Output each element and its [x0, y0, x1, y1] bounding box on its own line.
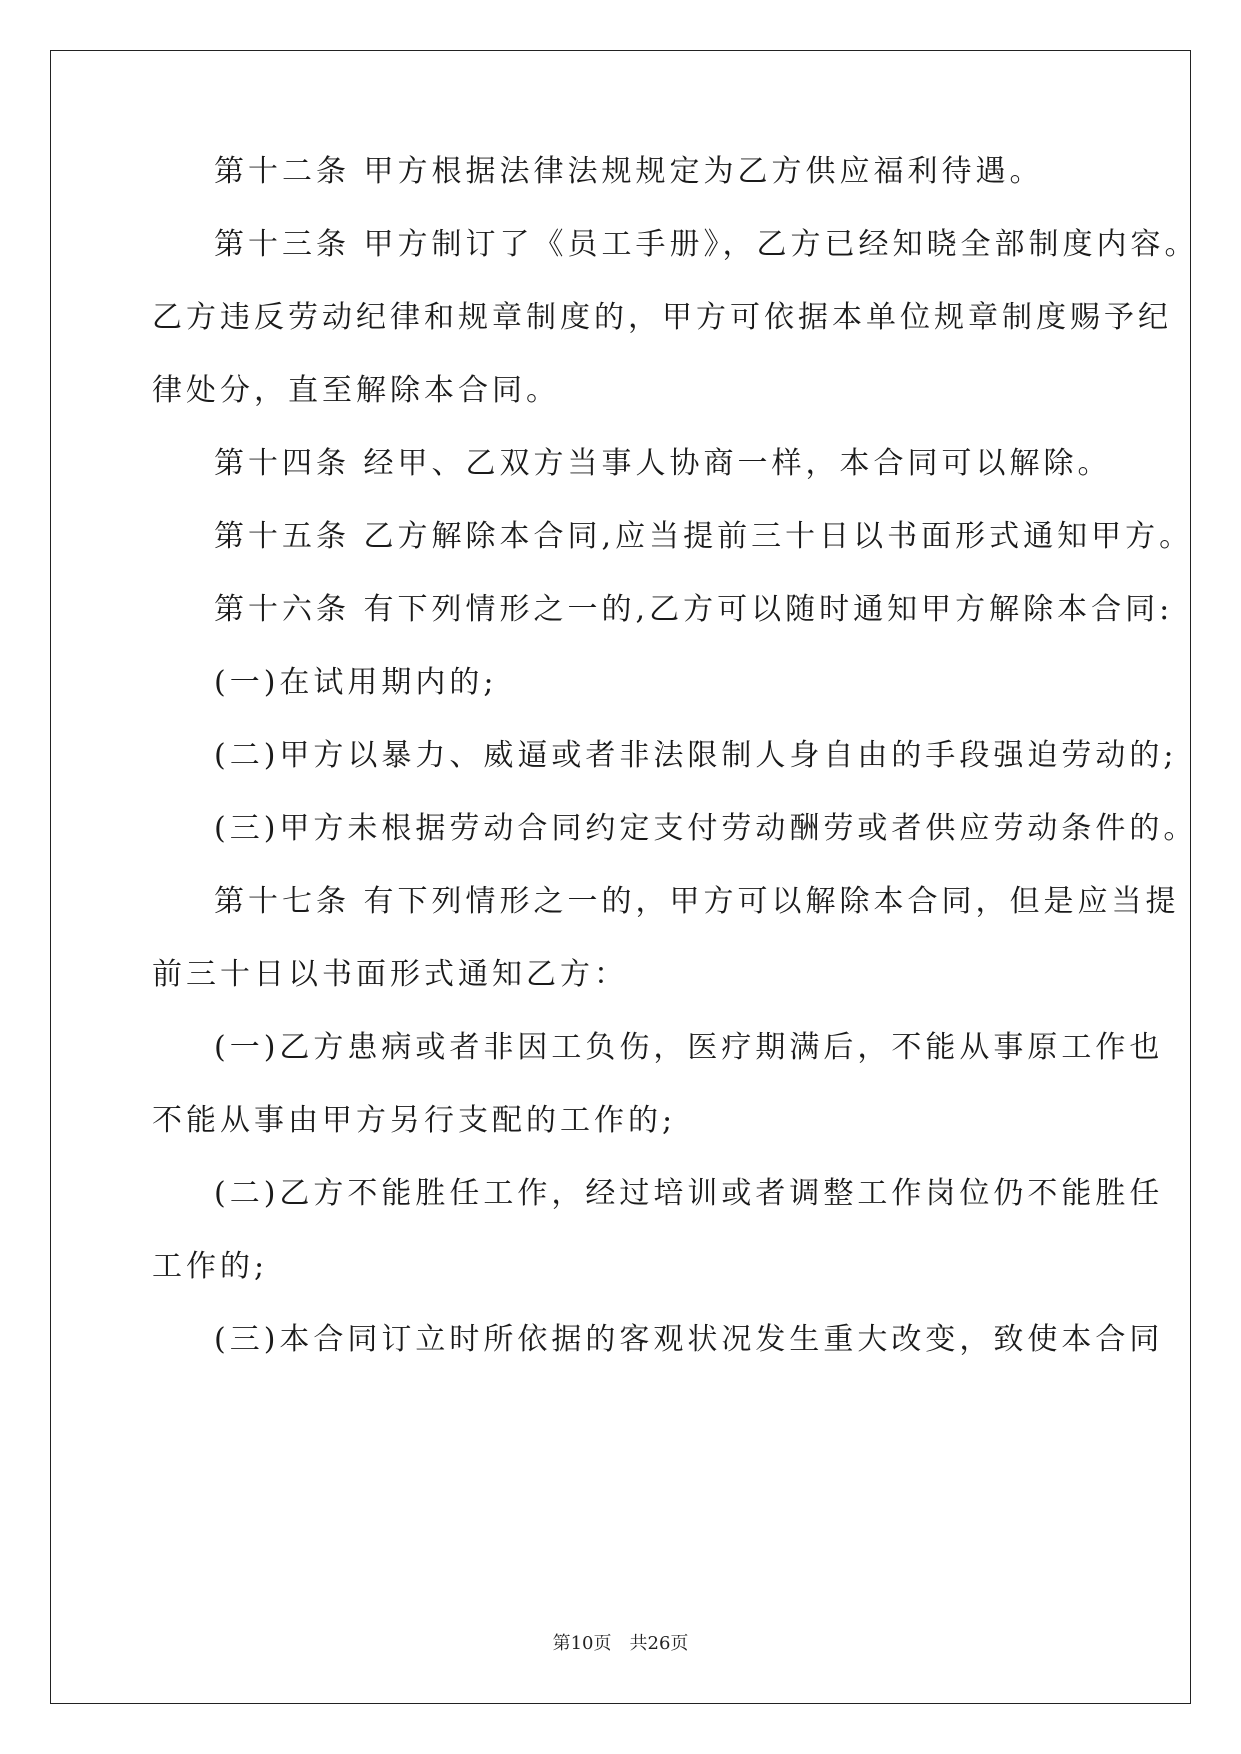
page-total: 共26页 — [629, 1633, 689, 1654]
paragraph-line: 第十二条 甲方根据法律法规规定为乙方供应福利待遇。 — [214, 154, 1044, 189]
paragraph-line: 乙方违反劳动纪律和规章制度的，甲方可依据本单位规章制度赐予纪 — [152, 300, 1172, 335]
paragraph-line: 前三十日以书面形式通知乙方： — [152, 957, 628, 992]
paragraph-line: 第十七条 有下列情形之一的，甲方可以解除本合同，但是应当提 — [214, 884, 1180, 919]
paragraph-line: (三)甲方未根据劳动合同约定支付劳动酬劳或者供应劳动条件的。 — [214, 811, 1198, 846]
paragraph-line: (二)甲方以暴力、威逼或者非法限制人身自由的手段强迫劳动的; — [214, 738, 1178, 773]
paragraph-line: 第十四条 经甲、乙双方当事人协商一样，本合同可以解除。 — [214, 446, 1112, 481]
page-number: 第10页 — [552, 1633, 612, 1654]
paragraph-line: (二)乙方不能胜任工作，经过培训或者调整工作岗位仍不能胜任 — [214, 1176, 1164, 1211]
paragraph-line: 工作的; — [152, 1249, 269, 1284]
paragraph-line: (一)乙方患病或者非因工负伤，医疗期满后，不能从事原工作也 — [214, 1030, 1164, 1065]
paragraph-line: (三)本合同订立时所依据的客观状况发生重大改变，致使本合同 — [214, 1322, 1164, 1357]
page-footer — [0, 1632, 1241, 1656]
paragraph-line: 第十三条 甲方制订了《员工手册》，乙方已经知晓全部制度内容。 — [214, 227, 1199, 262]
paragraph-line: 律处分，直至解除本合同。 — [152, 373, 560, 408]
paragraph-line: (一)在试用期内的; — [214, 665, 498, 700]
paragraph-line: 第十五条 乙方解除本合同,应当提前三十日以书面形式通知甲方。 — [214, 519, 1194, 554]
paragraph-line: 不能从事由甲方另行支配的工作的; — [152, 1103, 677, 1138]
paragraph-line: 第十六条 有下列情形之一的,乙方可以随时通知甲方解除本合同: — [214, 592, 1174, 627]
